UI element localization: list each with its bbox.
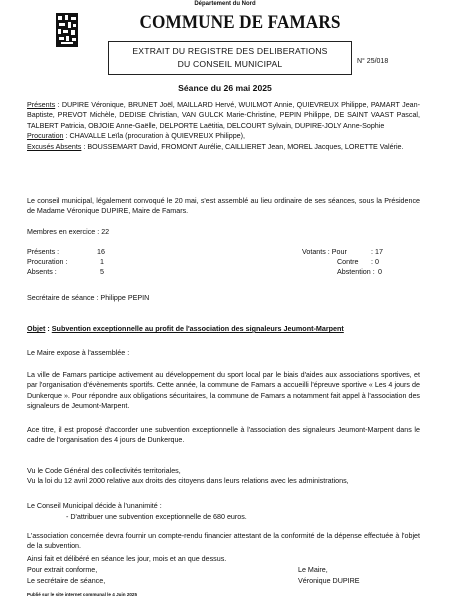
votants-label: Votants : Pour: [302, 248, 347, 256]
extract-title-line1: EXTRAIT DU REGISTRE DES DELIBERATIONS: [132, 46, 328, 56]
procuration-count-value: 1: [100, 258, 104, 266]
contre-label: Contre: [337, 258, 359, 266]
extract-title-box: [108, 41, 352, 75]
abstention-label: Abstention :: [337, 268, 375, 276]
extract-title-line2: DU CONSEIL MUNICIPAL: [177, 59, 283, 69]
vu-code-general: Vu le Code Général des collectivités territoriales,: [27, 467, 181, 475]
procuration-text: : CHAVALLE Leïla (procuration à QUIEVREUX Philippe),: [63, 132, 246, 141]
commune-title: COMMUNE DE FAMARS: [139, 13, 341, 33]
expose-intro: Le Maire expose à l'assemblée :: [27, 349, 130, 357]
objet-label: Objet: [27, 324, 46, 333]
paragraph-fait-et-delibere: Ainsi fait et délibéré en séance les jour, mois et an que dessus.: [27, 555, 227, 563]
procuration-label: Procuration: [27, 132, 64, 141]
departement-label: Département du Nord: [194, 1, 256, 7]
seance-date: Séance du 26 mai 2025: [178, 83, 272, 93]
legal-references: [27, 466, 420, 487]
presents-label: Présents: [27, 101, 56, 109]
secretaire-de-seance: Secrétaire de séance : Philippe PEPIN: [27, 294, 150, 302]
vu-loi-2000: Vu la loi du 12 avril 2000 relative aux droits des citoyens dans leurs relations avec les administrations,: [27, 477, 349, 486]
procuration-count-label: Procuration :: [27, 258, 68, 266]
excuses-list: : BOUSSEMART David, FROMONT Aurélie, CAILLIERET Jean, MOREL Jacques, LORETTE Valérie.: [81, 142, 404, 151]
signature-right-line1: Le Maire,: [298, 566, 328, 574]
votants-value: : 17: [371, 248, 383, 256]
publication-footer: Publié sur le site internet communal le 4 Juin 2025: [27, 592, 138, 597]
presents-count-value: 16: [97, 248, 105, 256]
attendance-block: [27, 100, 420, 152]
signature-left-line1: Pour extrait conforme,: [27, 566, 98, 574]
absents-count-label: Absents :: [27, 268, 57, 276]
absents-count-value: 5: [100, 268, 104, 276]
decision-intro: Le Conseil Municipal décide à l'unanimité :: [27, 502, 162, 510]
objet-text: Subvention exceptionnelle au profit de l'association des signaleurs Jeumont-Marpent: [51, 324, 344, 333]
membres-en-exercice: Membres en exercice : 22: [27, 228, 110, 236]
presents-count-label: Présents :: [27, 248, 60, 256]
paragraph-proposal: Ace titre, il est proposé d'accorder une subvention exceptionnelle à l'association des signaleurs Jeumont-Marpent dans le cadre de l'organisation des 4 jours de Dunkerque.: [27, 426, 420, 445]
objet-colon: :: [45, 324, 52, 333]
presents-list: : DUPIRE Véronique, BRUNET Joël, MAILLARD Hervé, WUILMOT Annie, QUIEVREUX Philippe, PAMART Jean-Baptiste, PREVOT Michèle, DEDISE Christian, VAN GULCK Marie-Christine, PEPIN Philippe, DE SAINT VAAST Pascal, TALBERT Patricia, OBJOIE Anne-Gaëlle, DELPORTE Laëtitia, DELCOURT Sylvain, DUPIRE-JOLY Anne-Sophie: [27, 101, 420, 130]
decision-item: - D'attribuer une subvention exceptionnelle de 680 euros.: [66, 513, 247, 521]
objet-line: [27, 324, 344, 333]
deliberation-number: N° 25/018: [357, 58, 389, 65]
signature-left-line2: Le secrétaire de séance,: [27, 577, 106, 585]
paragraph-obligation: L'association concernée devra fournir un compte-rendu financier attestant de la conformité de la dépense effectuée à l'objet de la subvention.: [27, 532, 420, 551]
contre-value: : 0: [371, 258, 379, 266]
excuses-label: Excusés Absents: [27, 142, 82, 151]
convocation-text: Le conseil municipal, légalement convoqué le 20 mai, s'est assemblé au lieu ordinaire de ses séances, sous la Présidence de Madame Véronique DUPIRE, Maire de Famars.: [27, 197, 420, 216]
abstention-value: 0: [378, 268, 382, 276]
signature-right-line2: Véronique DUPIRE: [298, 577, 360, 585]
paragraph-context: La ville de Famars participe activement au développement du sport local par le biais d'aides aux associations sportives, et par l'organisation d'évènements sportifs. Cette année, la commune de Famars a accueilli l'épreuve sportive « Les 4 jours de Dunkerque ». Pour répondre aux obligations sécuritaires, la commune de Famars a notamment fait appel à l'association des signaleurs de Jeumont-Marpent.: [27, 371, 420, 411]
commune-logo-icon: [56, 13, 78, 47]
